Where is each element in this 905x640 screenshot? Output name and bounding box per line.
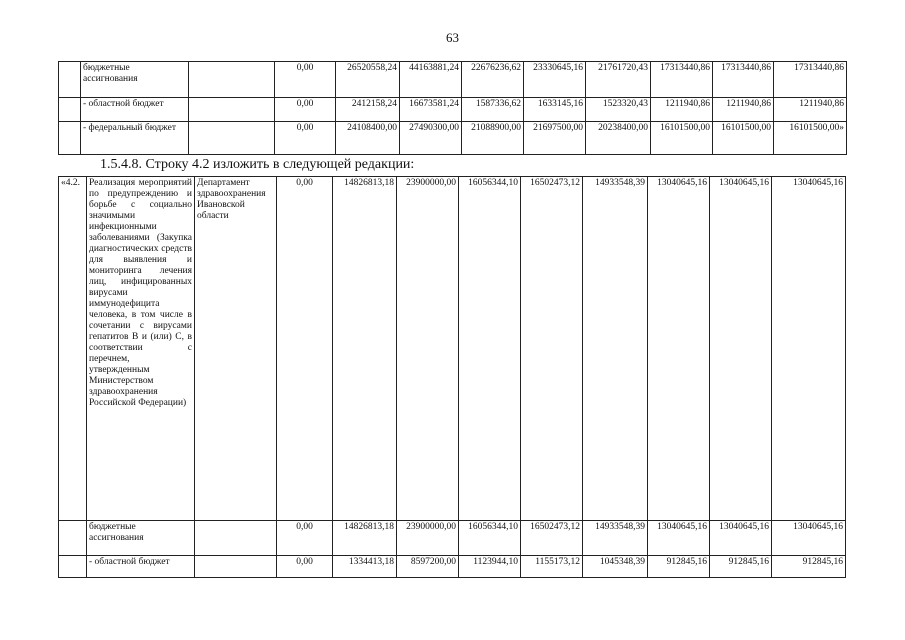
value-cell: 1587336,62 [462, 98, 524, 122]
row-label-cell: - федеральный бюджет [81, 122, 189, 155]
value-cell: 13040645,16 [648, 521, 710, 556]
row-label-cell: - областной бюджет [87, 556, 195, 578]
value-cell: 912845,16 [648, 556, 710, 578]
value-cell: 0,00 [275, 62, 336, 98]
value-cell: 21761720,43 [586, 62, 651, 98]
table-row [59, 62, 847, 98]
table-row [59, 521, 846, 556]
value-cell: 26520558,24 [336, 62, 400, 98]
value-cell: 1211940,86 [774, 98, 847, 122]
value-cell: 27490300,00 [400, 122, 462, 155]
value-cell: 17313440,86 [774, 62, 847, 98]
value-cell: 1155173,12 [521, 556, 583, 578]
row-number-cell [59, 122, 81, 155]
value-cell: 1211940,86 [713, 98, 774, 122]
value-cell: 1045348,39 [583, 556, 648, 578]
row-number-cell: «4.2. [59, 177, 87, 521]
value-cell: 44163881,24 [400, 62, 462, 98]
value-cell: 16101500,00 [651, 122, 713, 155]
value-cell: 13040645,16 [710, 177, 772, 521]
executor-cell [195, 556, 277, 578]
value-cell: 0,00 [275, 98, 336, 122]
value-cell: 23900000,00 [397, 177, 459, 521]
row-label-cell: бюджетные ассигнования [87, 521, 195, 556]
value-cell: 2412158,24 [336, 98, 400, 122]
value-cell: 24108400,00 [336, 122, 400, 155]
executor-cell [189, 98, 275, 122]
value-cell: 1123944,10 [459, 556, 521, 578]
budget-table-top [58, 61, 847, 155]
value-cell: 20238400,00 [586, 122, 651, 155]
value-cell: 17313440,86 [651, 62, 713, 98]
row-number-cell [59, 62, 81, 98]
executor-cell [195, 521, 277, 556]
value-cell: 13040645,16 [772, 177, 846, 521]
value-cell: 16673581,24 [400, 98, 462, 122]
value-cell: 23330645,16 [524, 62, 586, 98]
value-cell: 1633145,16 [524, 98, 586, 122]
value-cell: 13040645,16 [710, 521, 772, 556]
value-cell: 17313440,86 [713, 62, 774, 98]
value-cell: 1334413,18 [333, 556, 397, 578]
value-cell: 22676236,62 [462, 62, 524, 98]
value-cell: 16502473,12 [521, 177, 583, 521]
value-cell: 8597200,00 [397, 556, 459, 578]
value-cell: 14933548,39 [583, 177, 648, 521]
value-cell: 1523320,43 [586, 98, 651, 122]
row-number-cell [59, 556, 87, 578]
value-cell: 912845,16 [772, 556, 846, 578]
value-cell: 14826813,18 [333, 177, 397, 521]
value-cell: 0,00 [275, 122, 336, 155]
value-cell: 16502473,12 [521, 521, 583, 556]
executor-cell [189, 62, 275, 98]
value-cell: 14933548,39 [583, 521, 648, 556]
value-cell: 912845,16 [710, 556, 772, 578]
value-cell: 16056344,10 [459, 177, 521, 521]
value-cell: 23900000,00 [397, 521, 459, 556]
row-label-cell: бюджетные ассигнования [81, 62, 189, 98]
table-row [59, 122, 847, 155]
value-cell: 13040645,16 [648, 177, 710, 521]
value-cell: 0,00 [277, 521, 333, 556]
row-number-cell [59, 98, 81, 122]
executor-cell [189, 122, 275, 155]
value-cell: 16101500,00 [713, 122, 774, 155]
row-number-cell [59, 521, 87, 556]
executor-cell: Департамент здравоохранения Ивановской области [195, 177, 277, 521]
value-cell: 21697500,00 [524, 122, 586, 155]
budget-table-bottom [58, 176, 846, 578]
value-cell: 1211940,86 [651, 98, 713, 122]
value-cell: 14826813,18 [333, 521, 397, 556]
value-cell: 0,00 [277, 177, 333, 521]
row-label-cell: - областной бюджет [81, 98, 189, 122]
value-cell: 13040645,16 [772, 521, 846, 556]
instruction-text: 1.5.4.8. Строку 4.2 изложить в следующей редакции: [100, 157, 415, 172]
table-row [59, 556, 846, 578]
value-cell: 0,00 [277, 556, 333, 578]
table-row [59, 98, 847, 122]
value-cell: 16101500,00» [774, 122, 847, 155]
value-cell: 21088900,00 [462, 122, 524, 155]
table-row [59, 177, 846, 521]
page-number: 63 [446, 30, 459, 45]
row-label-cell: Реализация мероприятий по предупреждению и борьбе с социально значимыми инфекционными заболеваниями (Закупка диагностических средств для выявления и мониторинга лечения лиц, инфицированных вирусами иммунодефицита человека, в том числе в сочетании с вирусами гепатитов B и (или) C, в соответствии с перечнем, утвержденным Министерством здравоохранения Российской Федерации) [87, 177, 195, 521]
value-cell: 16056344,10 [459, 521, 521, 556]
